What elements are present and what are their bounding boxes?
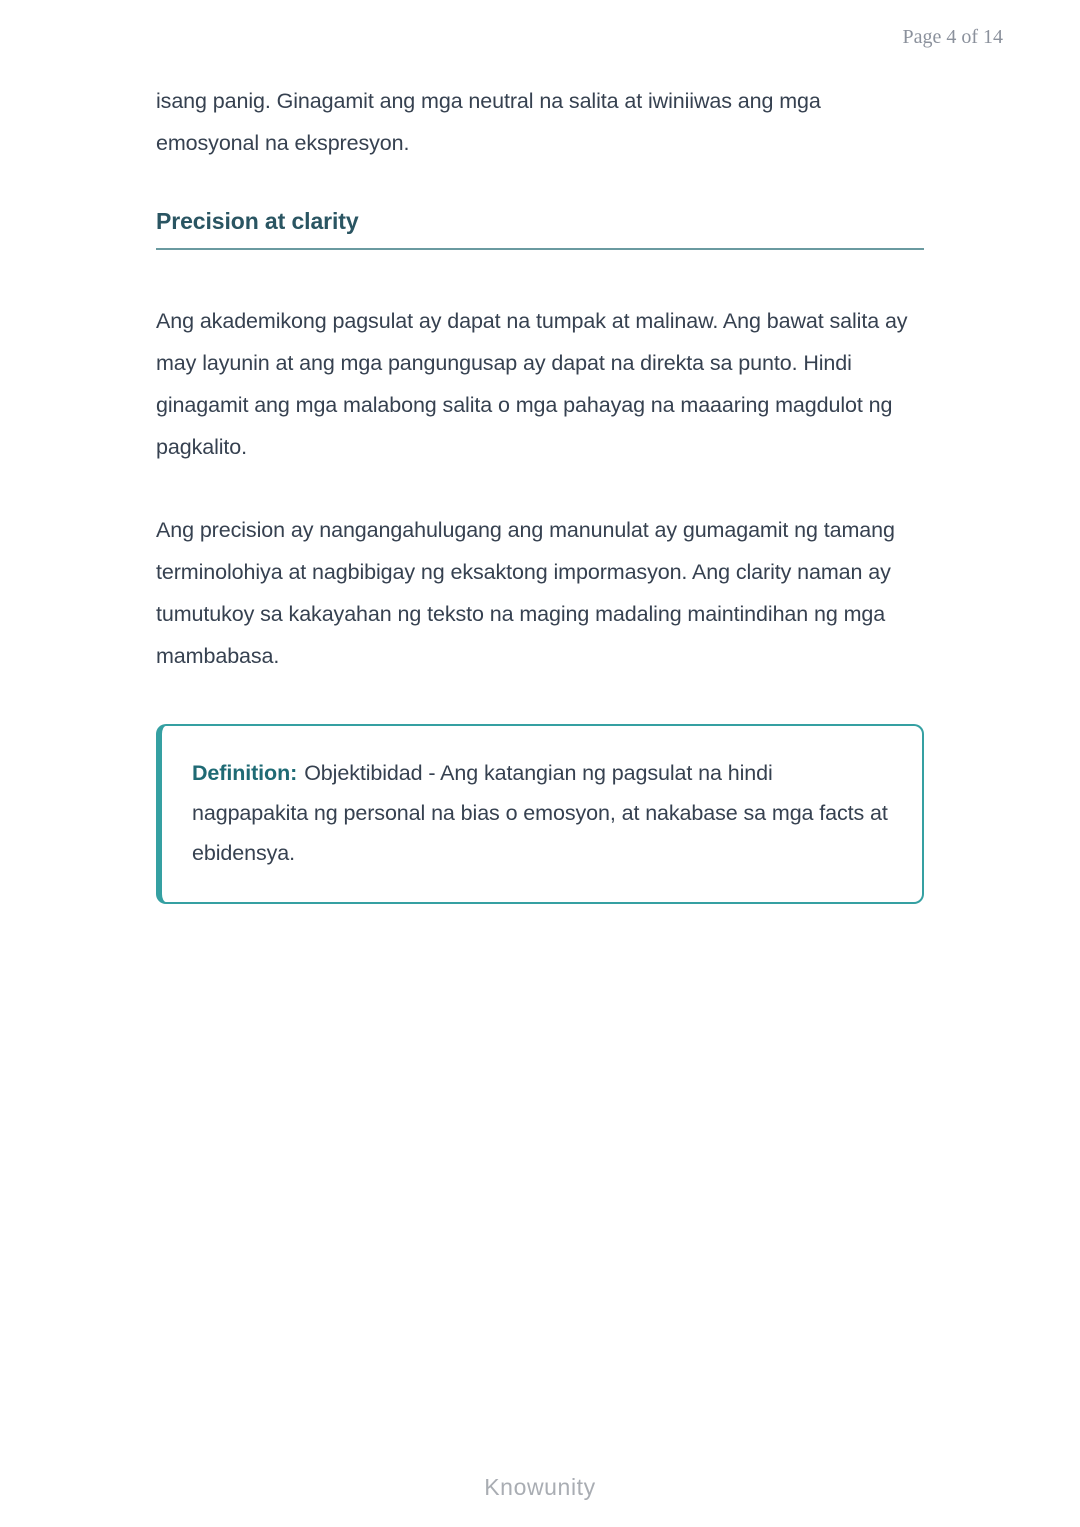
document-content bbox=[156, 0, 924, 904]
page-number-indicator: Page 4 of 14 bbox=[902, 26, 1003, 48]
definition-callout-box bbox=[156, 724, 924, 904]
section-heading: Precision at clarity bbox=[156, 208, 924, 250]
definition-body-text: Objektibidad - Ang katangian ng pagsulat na hindi nagpapakita ng personal na bias o emosyon, at nakabase sa mga facts at ebidensya. bbox=[192, 761, 888, 865]
footer-brand-label: Knowunity bbox=[484, 1474, 596, 1500]
definition-paragraph bbox=[192, 753, 892, 873]
section-paragraph: Ang akademikong pagsulat ay dapat na tumpak at malinaw. Ang bawat salita ay may layunin at ang mga pangungusap ay dapat na direkta sa punto. Hindi ginagamit ang mga malabong salita o mga pahayag na maaaring magdulot ng pagkalito. bbox=[156, 309, 908, 459]
intro-paragraph: isang panig. Ginagamit ang mga neutral na salita at iwiniiwas ang mga emosyonal na ekspresyon. bbox=[156, 89, 821, 155]
section-paragraph: Ang precision ay nangangahulugang ang manunulat ay gumagamit ng tamang terminolohiya at nagbibigay ng eksaktong impormasyon. Ang clarity naman ay tumutukoy sa kakayahan ng teksto na maging madaling maintindihan ng mga mambabasa. bbox=[156, 518, 895, 668]
definition-label: Definition: bbox=[192, 761, 298, 785]
